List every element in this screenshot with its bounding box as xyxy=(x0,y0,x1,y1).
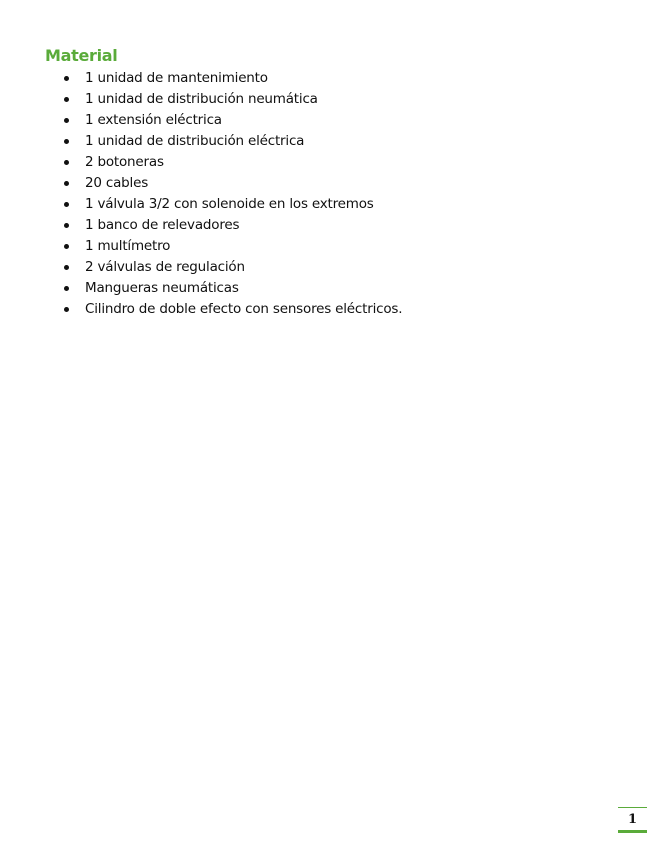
list-item: 20 cables xyxy=(64,173,402,194)
list-item: 1 multímetro xyxy=(64,236,402,257)
list-item: 2 válvulas de regulación xyxy=(64,257,402,278)
footer-rule-top xyxy=(618,807,647,808)
footer-rule-bottom xyxy=(618,830,647,833)
section-heading: Material xyxy=(45,46,118,65)
list-item: 1 unidad de distribución neumática xyxy=(64,89,402,110)
page-number: 1 xyxy=(627,812,638,827)
list-item: 1 unidad de mantenimiento xyxy=(64,68,402,89)
list-item: 2 botoneras xyxy=(64,152,402,173)
list-item: 1 banco de relevadores xyxy=(64,215,402,236)
material-list xyxy=(64,68,402,320)
list-item: 1 unidad de distribución eléctrica xyxy=(64,131,402,152)
list-item: Cilindro de doble efecto con sensores eléctricos. xyxy=(64,299,402,320)
list-item: Mangueras neumáticas xyxy=(64,278,402,299)
list-item: 1 extensión eléctrica xyxy=(64,110,402,131)
list-item: 1 válvula 3/2 con solenoide en los extremos xyxy=(64,194,402,215)
